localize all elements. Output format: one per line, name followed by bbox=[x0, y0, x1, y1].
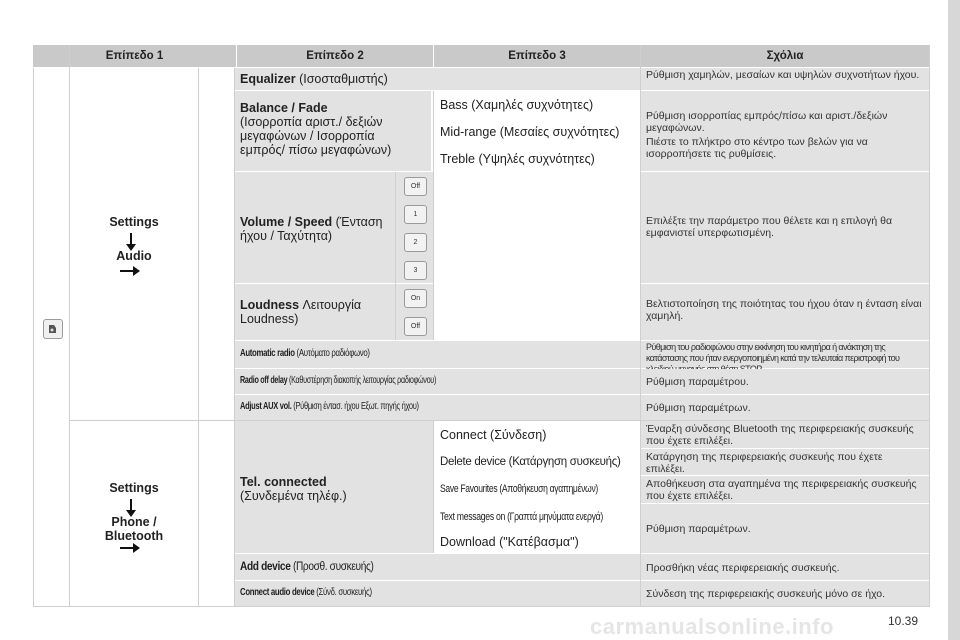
header-comments: Σχόλια bbox=[641, 45, 929, 67]
volume-row-bg bbox=[199, 172, 234, 283]
grid-line bbox=[395, 172, 396, 340]
volume-opt-3 bbox=[434, 228, 640, 255]
arrow-right-icon bbox=[120, 270, 134, 272]
loudness-on-button[interactable]: On bbox=[404, 289, 427, 308]
volume-opt-4 bbox=[434, 256, 640, 283]
audio-settings-title: Settings bbox=[109, 215, 159, 229]
grid-line bbox=[33, 606, 930, 607]
balance-label: Balance / Fade (Ισορροπία αριστ./ δεξιών μεγαφώνων / Ισορροπία εμπρός/ πίσω μεγαφώνων) bbox=[240, 101, 392, 157]
aux-label: Adjust AUX vol. (Ρύθμιση έντασ. ήχου Εξωτ. πηγής ήχου) bbox=[240, 401, 419, 412]
loudness-opt-2 bbox=[434, 312, 640, 340]
header-level3: Επίπεδο 3 bbox=[434, 45, 640, 67]
radiooff-row-bg bbox=[199, 369, 234, 394]
autoradio-row-bg bbox=[199, 341, 234, 368]
volume-off-button[interactable]: Off bbox=[404, 177, 427, 196]
loudness-comment: Βελτιστοποίηση της ποιότητας του ήχου όταν η ένταση είναι χαμηλή. bbox=[646, 298, 922, 322]
delete-comment: Κατάργηση της περιφερειακής συσκευής που έχετε επιλέξει. bbox=[646, 451, 883, 475]
balance-comment-1: Ρύθμιση ισορροπίας εμπρός/πίσω και αριστ./δεξιών μεγαφώνων. bbox=[646, 110, 888, 134]
connaudio-row-bg bbox=[199, 581, 234, 606]
equalizer-label: Equalizer (Ισοσταθμιστής) bbox=[240, 72, 388, 86]
bass-option: Bass (Χαμηλές συχνότητες) bbox=[440, 98, 594, 112]
radiooff-label: Radio off delay (Καθυστέρηση διακοπής λειτουργίας ραδιοφώνου) bbox=[240, 375, 437, 386]
loudness-label: Loudness Λειτουργία Loudness) bbox=[240, 298, 362, 326]
aux-comment: Ρύθμιση παραμέτρων. bbox=[646, 402, 751, 414]
loudness-opt-1 bbox=[434, 284, 640, 311]
save-comment: Αποθήκευση στα αγαπημένα της περιφερειακής συσκευής που έχετε επιλέξει. bbox=[646, 478, 917, 502]
grid-line bbox=[929, 45, 930, 606]
treble-option: Treble (Υψηλές συχνότητες) bbox=[440, 152, 595, 166]
add-comment: Προσθήκη νέας περιφερειακής συσκευής. bbox=[646, 562, 840, 574]
watermark: carmanualsonline.info bbox=[590, 614, 834, 639]
volume-opt-2 bbox=[434, 200, 640, 227]
tel-label: Tel. connected (Συνδεμένα τηλέφ.) bbox=[240, 475, 347, 503]
balance-comment-2: Πιέστε το πλήκτρο στο κέντρο των βελών για να ισορροπήσετε τις ρυθμίσεις. bbox=[646, 136, 868, 160]
page-edge-bar bbox=[948, 0, 960, 640]
aux-row-bg bbox=[199, 395, 234, 420]
add-row-bg bbox=[199, 554, 234, 580]
grid-line bbox=[640, 45, 641, 606]
connaudio-label: Connect audio device (Σύνδ. συσκευής) bbox=[240, 587, 372, 598]
loudness-row-bg bbox=[199, 284, 234, 340]
grid-line bbox=[234, 68, 235, 606]
phone-settings-title: Settings bbox=[109, 481, 159, 495]
arrow-down-icon bbox=[130, 233, 132, 245]
download-option: Download ("Κατέβασμα") bbox=[440, 535, 579, 549]
volume-label: Volume / Speed (Ένταση ήχου / Ταχύτητα) bbox=[240, 215, 383, 243]
tel-row-bg bbox=[199, 421, 234, 553]
grid-line bbox=[433, 421, 434, 553]
volume-2-button[interactable]: 2 bbox=[404, 233, 427, 252]
text-download-comment: Ρύθμιση παραμέτρων. bbox=[646, 523, 751, 535]
arrow-down-icon bbox=[130, 499, 132, 511]
loudness-off-button[interactable]: Off bbox=[404, 317, 427, 336]
grid-line bbox=[69, 45, 70, 606]
volume-comment: Επιλέξτε την παράμετρο που θέλετε και η επιλογή θα εμφανιστεί υπερφωτισμένη. bbox=[646, 215, 893, 239]
header-level1: Επίπεδο 1 bbox=[33, 45, 236, 67]
page-number: 10.39 bbox=[888, 614, 919, 628]
phone-settings-sub: Phone / Bluetooth bbox=[104, 515, 164, 543]
volume-opt-1 bbox=[434, 172, 640, 199]
connect-option: Connect (Σύνδεση) bbox=[440, 428, 547, 442]
midrange-option: Mid-range (Μεσαίες συχνότητες) bbox=[440, 125, 620, 139]
add-label: Add device (Προσθ. συσκευής) bbox=[240, 561, 374, 573]
grid-line bbox=[70, 420, 930, 421]
text-option: Text messages on (Γραπτά μηνύματα ενεργά) bbox=[440, 511, 603, 523]
balance-row-bg bbox=[199, 91, 234, 171]
autoradio-label: Automatic radio (Αυτόματο ραδιόφωνο) bbox=[240, 348, 370, 359]
audio-settings-sub: Audio bbox=[116, 249, 152, 263]
media-icon bbox=[43, 319, 63, 339]
save-option: Save Favourites (Αποθήκευση αγαπημένων) bbox=[440, 483, 598, 495]
radiooff-comment: Ρύθμιση παραμέτρου. bbox=[646, 376, 749, 388]
connect-comment: Έναρξη σύνδεσης Bluetooth της περιφερειακής συσκευής που έχετε επιλέξει. bbox=[646, 423, 914, 447]
volume-3-button[interactable]: 3 bbox=[404, 261, 427, 280]
autoradio-comment: Ρύθμιση του ραδιοφώνου στην εκκίνηση του κινητήρα ή ανάκτηση της κατάστασης που ήταν ενεργοποιημένη κατά την τελευταία περιστροφή του bbox=[646, 342, 900, 363]
volume-1-button[interactable]: 1 bbox=[404, 205, 427, 224]
grid-line bbox=[198, 68, 199, 606]
delete-option: Delete device (Κατάργηση συσκευής) bbox=[440, 456, 621, 468]
header-level2: Επίπεδο 2 bbox=[237, 45, 433, 67]
connaudio-comment: Σύνδεση της περιφερειακής συσκευής μόνο σε ήχο. bbox=[646, 588, 886, 600]
equalizer-row-bg bbox=[199, 68, 234, 90]
arrow-right-icon bbox=[120, 547, 134, 549]
equalizer-comment: Ρύθμιση χαμηλών, μεσαίων και υψηλών συχνοτήτων ήχου. bbox=[646, 69, 920, 81]
grid-line bbox=[433, 91, 434, 340]
